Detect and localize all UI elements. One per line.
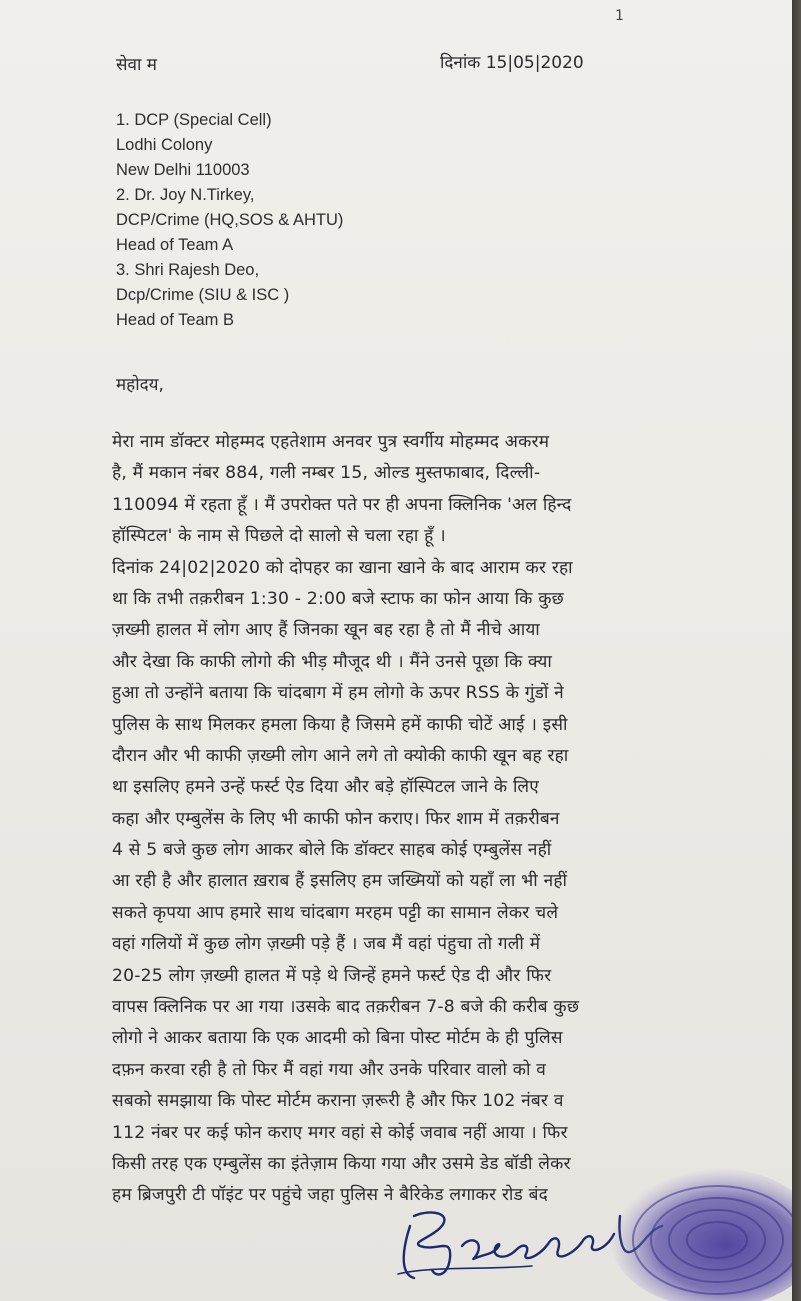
page-number: 1: [615, 8, 624, 24]
letter-date: दिनांक 15|05|2020: [440, 53, 584, 73]
addressee-line: 1. DCP (Special Cell): [116, 111, 272, 129]
thumbprint-image: [585, 1150, 792, 1301]
greeting: महोदय,: [116, 375, 164, 395]
body-line: पुलिस के साथ मिलकर हमला किया है जिसमे हमें काफी चोटें आई । इसी: [112, 714, 568, 735]
body-line: दौरान और भी काफी ज़ख्मी लोग आने लगे तो क्योकी काफी खून बह रहा: [112, 745, 569, 766]
body-line: आ रही है और हालात ख़राब हैं इसलिए हम जख्मियों को यहाँ ला भी नहीं: [112, 871, 568, 892]
body-line: 112 नंबर पर कई फोन कराए मगर वहां से कोई जवाब नहीं आया । फिर: [112, 1122, 568, 1143]
body-line: दिनांक 24|02|2020 को दोपहर का खाना खाने के बाद आराम कर रहा: [112, 557, 573, 578]
body-line: वहां गलियों में कुछ लोग ज़ख्मी पड़े हैं । जब मैं वहां पंहुचा तो गली में: [112, 934, 541, 955]
body-line: सबको समझाया कि पोस्ट मोर्टम कराना ज़रूरी है और फिर 102 नंबर व: [112, 1091, 564, 1112]
body-line: हम ब्रिजपुरी टी पॉइंट पर पहुंचे जहा पुलिस ने बैरिकेड लगाकर रोड बंद: [112, 1185, 548, 1206]
body-line: और देखा कि काफी लोगो की भीड़ मौजूद थी । मैंने उनसे पूछा कि क्या: [112, 651, 553, 672]
body-line: हॉस्पिटल' के नाम से पिछले दो सालो से चला रहा हूँ ।: [112, 526, 446, 547]
addressee-line: Head of Team B: [116, 311, 235, 329]
salutation-header: सेवा म: [116, 55, 157, 75]
addressee-line: New Delhi 110003: [116, 161, 250, 179]
addressee-line: Lodhi Colony: [116, 136, 213, 154]
addressee-line: 2. Dr. Joy N.Tirkey,: [116, 186, 255, 204]
body-line: 4 से 5 बजे कुछ लोग आकर बोले कि डॉक्टर साहब कोई एम्बुलेंस नहीं: [112, 840, 552, 861]
body-line: कहा और एम्बुलेंस के लिए भी काफी फोन कराए। फिर शाम में तक़रीबन: [112, 808, 560, 829]
body-line: सकते कृपया आप हमारे साथ चांदबाग मरहम पट्टी का सामान लेकर चले: [112, 902, 559, 923]
body-line: किसी तरह एक एम्बुलेंस का इंतेज़ाम किया गया और उसमे डेड बॉडी लेकर: [112, 1153, 571, 1174]
body-line: 110094 में रहता हूँ । मैं उपरोक्त पते पर ही अपना क्लिनिक 'अल हिन्द: [112, 494, 572, 515]
addressee-line: Dcp/Crime (SIU & ISC ): [116, 286, 290, 304]
body-line: वापस क्लिनिक पर आ गया ।उसके बाद तक़रीबन 7-8 बजे की करीब कुछ: [112, 997, 580, 1018]
page-edge-shadow: [792, 0, 801, 1301]
letter-body: [112, 427, 592, 1212]
addressee-line: Head of Team A: [116, 236, 234, 254]
body-line: हुआ तो उन्होंने बताया कि चांदबाग में हम लोगो के ऊपर RSS के गुंडों ने: [112, 683, 564, 704]
body-line: दफ़न करवा रही है तो फिर मैं वहां गया और उनके परिवार वालो को व: [112, 1059, 547, 1080]
addressee-line: 3. Shri Rajesh Deo,: [116, 261, 260, 279]
body-line: 20-25 लोग ज़ख्मी हालत में पड़े थे जिन्हें हमने फर्स्ट ऐड दी और फिर: [112, 965, 552, 986]
body-line: था इसलिए हमने उन्हें फर्स्ट ऐड दिया और बड़े हॉस्पिटल जाने के लिए: [112, 777, 539, 798]
body-line: ज़ख्मी हालत में लोग आए हैं जिनका खून बह रहा है तो मैं नीचे आया: [112, 620, 540, 641]
body-line: लोगो ने आकर बताया कि एक आदमी को बिना पोस्ट मोर्टम के ही पुलिस: [112, 1028, 563, 1049]
body-line: था कि तभी तक़रीबन 1:30 - 2:00 बजे स्टाफ का फोन आया कि कुछ: [112, 588, 564, 609]
body-line: मेरा नाम डॉक्टर मोहम्मद एहतेशाम अनवर पुत्र स्वर्गीय मोहम्मद अकरम: [112, 432, 550, 452]
body-line: है, मैं मकान नंबर 884, गली नम्बर 15, ओल्ड मुस्तफाबाद, दिल्ली-: [112, 463, 541, 484]
addressee-line: DCP/Crime (HQ,SOS & AHTU): [116, 211, 344, 229]
addressee-block: [116, 108, 343, 333]
